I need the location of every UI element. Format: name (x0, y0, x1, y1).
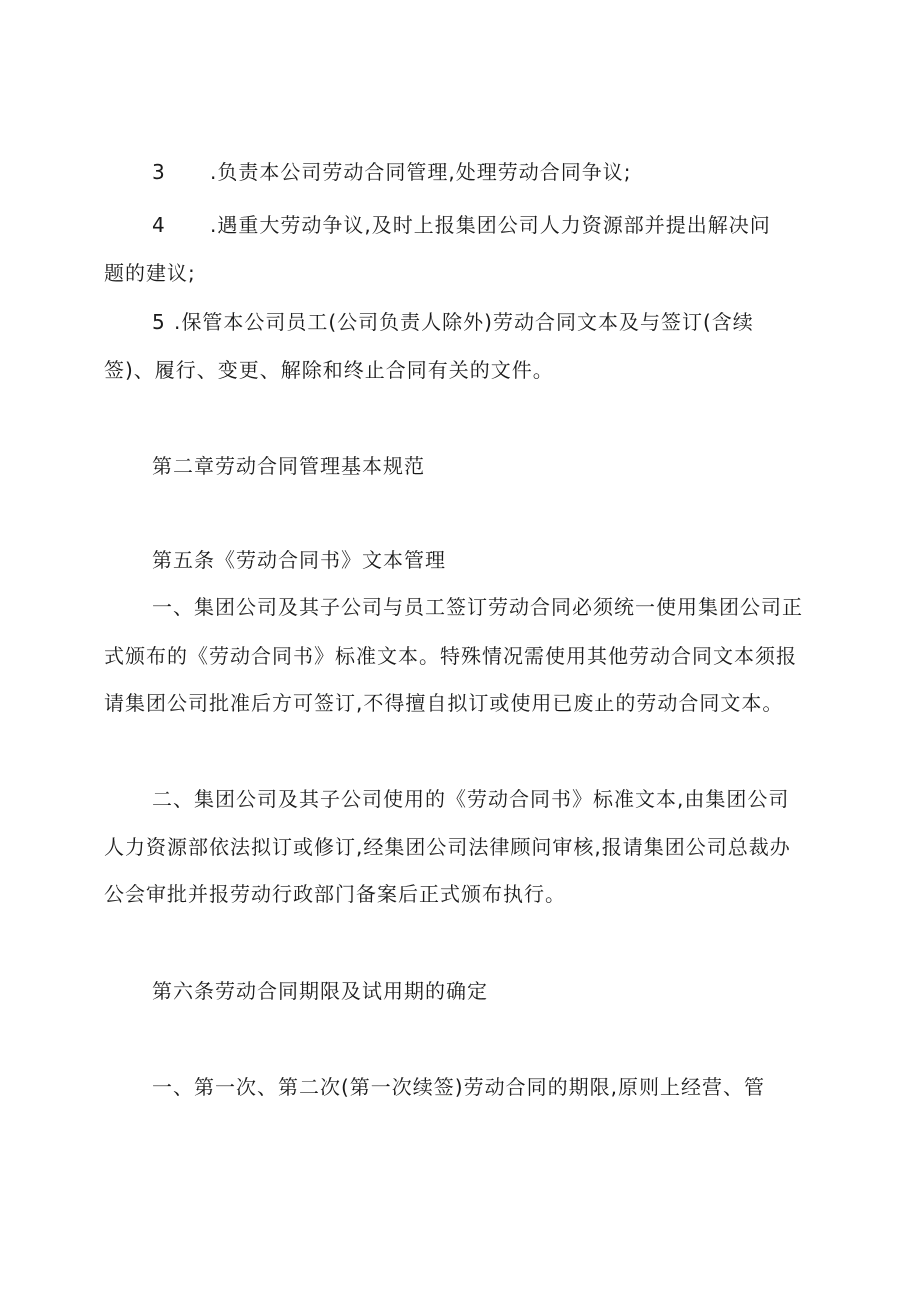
article-5-para-1-line-2: 式颁布的《劳动合同书》标准文本。特殊情况需使用其他劳动合同文本须报 (104, 644, 797, 668)
item-5-number: 5 (152, 310, 166, 334)
article-5-para-1-line-1: 一、集团公司及其子公司与员工签订劳动合同必须统一使用集团公司正 (152, 595, 803, 619)
article-5-para-2-line-1: 二、集团公司及其子公司使用的《劳动合同书》标准文本,由集团公司 (152, 787, 790, 811)
article-5-para-2-line-3: 公会审批并报劳动行政部门备案后正式颁布执行。 (104, 882, 566, 906)
item-4-text-line-1: .遇重大劳动争议,及时上报集团公司人力资源部并提出解决问 (210, 213, 771, 237)
item-4-line-2: 题的建议; (104, 261, 196, 285)
article-5-para-1-line-3: 请集团公司批准后方可签订,不得擅自拟订或使用已废止的劳动合同文本。 (104, 691, 784, 715)
item-3-number: 3 (152, 160, 166, 184)
item-5-line-1 (152, 307, 754, 337)
article-5-para-2-line-2: 人力资源部依法拟订或修订,经集团公司法律顾问审核,报请集团公司总裁办 (104, 835, 791, 859)
article-6-para-1-line-1: 一、第一次、第二次(第一次续签)劳动合同的期限,原则上经营、管 (152, 1075, 765, 1099)
item-5-line-2: 签)、履行、变更、解除和终止合同有关的文件。 (104, 358, 554, 382)
chapter-2-title: 第二章劳动合同管理基本规范 (152, 454, 425, 478)
item-4-line-1 (152, 210, 771, 240)
item-4-number: 4 (152, 213, 166, 237)
article-5-title: 第五条《劳动合同书》文本管理 (152, 548, 446, 572)
item-3-text: .负责本公司劳动合同管理,处理劳动合同争议; (210, 160, 632, 184)
item-5-text-line-1: .保管本公司员工(公司负责人除外)劳动合同文本及与签订(含续 (174, 310, 754, 334)
item-3 (152, 157, 631, 187)
article-6-title: 第六条劳动合同期限及试用期的确定 (152, 979, 488, 1003)
